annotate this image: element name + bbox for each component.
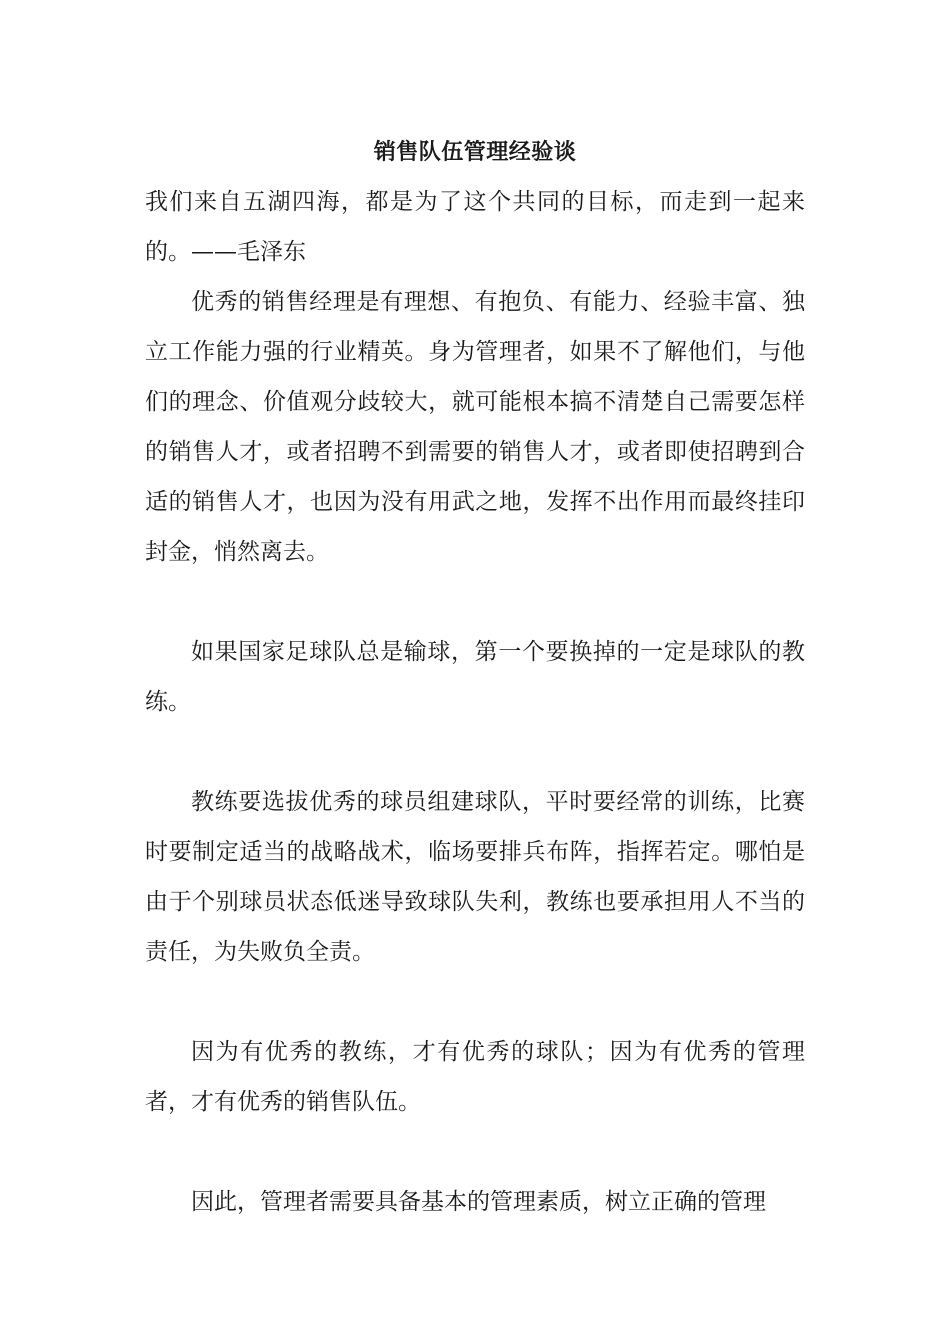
paragraph-football-team: 如果国家足球队总是输球，第一个要换掉的一定是球队的教练。 [145,639,805,715]
paragraph-sales-manager: 优秀的销售经理是有理想、有抱负、有能力、经验丰富、独立工作能力强的行业精英。身为管理者，如果不了解他们，与他们的理念、价值观分歧较大，就可能根本搞不清楚自己需要怎样的销售人才，或者招聘不到需要的销售人才，或者即使招聘到合适的销售人才，也因为没有用武之地，发挥不出作用而最终挂印封金，悄然离去。 [145,289,805,565]
paragraph-excellent-coach: 因为有优秀的教练，才有优秀的球队；因为有优秀的管理者，才有优秀的销售队伍。 [145,1039,805,1115]
paragraph-quote: 我们来自五湖四海，都是为了这个共同的目标，而走到一起来的。——毛泽东 [145,189,805,265]
document-page [145,133,805,1227]
paragraph-coach: 教练要选拔优秀的球员组建球队，平时要经常的训练，比赛时要制定适当的战略战术，临场要排兵布阵，指挥若定。哪怕是由于个别球员状态低迷导致球队失利，教练也要承担用人不当的责任，为失败负全责。 [145,789,805,965]
paragraph-management-quality: 因此，管理者需要具备基本的管理素质，树立正确的管理 [191,1189,766,1215]
document-title: 销售队伍管理经验谈 [373,139,577,165]
